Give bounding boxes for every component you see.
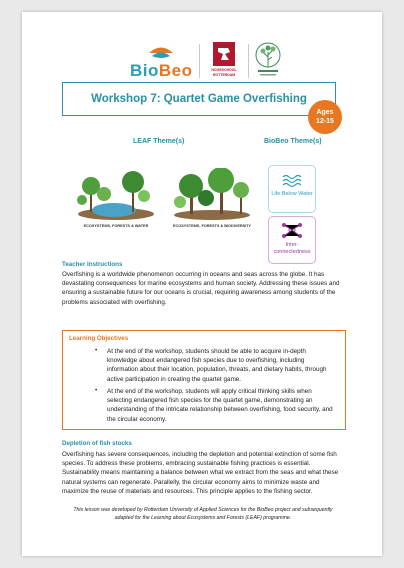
biobeo-theme-interconnectedness [268, 216, 316, 264]
learning-objectives-box [62, 330, 346, 430]
leaf-theme-forests-biodiversity [170, 168, 254, 238]
page-title: Workshop 7: Quartet Game Overfishing [91, 93, 307, 105]
biobeo-theme-label: Inter-connectedness [273, 242, 311, 255]
depletion-text: Overfishing has severe consequences, including the depletion and potential extinction of some fish species. To address these problems, embracing sustainable fishing practices is essential. Sustainability means maintaining a balance between what we extract from the seas and what these natural systems can regenerate. Parallelly, the circular economy aims to minimize waste and maximize the reuse of materials and resources. This principle applies to the fishing sector. [62, 451, 339, 495]
teacher-instructions-heading: Teacher Instructions [62, 261, 123, 268]
learning-objective-item: At the end of the workshop, students will apply critical thinking skills when selecting endangered fish species for the quartet game, demonstrating an understanding of the intricate relationship between overfishing, food security, and the circular economy. [107, 388, 333, 423]
title-box [62, 82, 336, 116]
hogeschool-logo-line-2: ROTTERDAM [212, 72, 236, 77]
hogeschool-logo-line-1: HOGESCHOOL [211, 68, 237, 72]
biobeo-themes-heading: BioBeo Theme(s) [264, 138, 322, 145]
document-page [22, 12, 382, 556]
ages-badge [308, 100, 342, 134]
bullet-icon: • [95, 387, 98, 394]
leaf-logo [252, 40, 284, 80]
forest-biodiversity-illustration-icon [170, 168, 254, 224]
footer-credit: This lesson was developed by Rotterdam University of Applied Sciences for the BioBeo project and subsequently adapted for the Learning about Ecosystems and Forests (LEAF) programme. [73, 507, 333, 521]
leaf-theme-forests-water [74, 168, 158, 238]
ages-range: 12-15 [316, 118, 334, 125]
forest-water-illustration-icon [74, 168, 158, 224]
hogeschool-emblem-icon [213, 42, 235, 66]
logo-divider [248, 44, 249, 78]
biobeo-theme-label: Life Below Water [271, 191, 313, 197]
biobeo-logo [130, 44, 194, 84]
teacher-instructions-text: Overfishing is a worldwide phenomenon occurring in oceans and seas across the globe. It has devastating consequences for marine ecosystems and human society. Addressing these issues and ensuring a sustainable future for our oceans is crucial, requiring awareness among students of the problems associated with overfishing. [62, 271, 340, 306]
network-icon [269, 217, 315, 241]
leaf-theme-caption: ECOSYSTEMS, FORESTS & BIODIVERSITY [172, 224, 252, 228]
learning-objective-item: At the end of the workshop, students should be able to acquire in-depth knowledge about endangered fish species due to overfishing, including information about their location, population, threats, and dietary habits, through active participation in creating the quartet game. [107, 348, 327, 383]
logo-divider [199, 44, 200, 78]
hogeschool-rotterdam-logo [206, 42, 242, 80]
biobeo-mark-icon [146, 44, 176, 60]
learning-objectives-heading: Learning Objectives [69, 335, 129, 342]
biobeo-logo-bio: Bio [130, 61, 159, 80]
leaf-themes-heading: LEAF Theme(s) [133, 138, 185, 145]
logo-bar [22, 38, 382, 82]
leaf-tree-icon [252, 40, 284, 80]
depletion-heading: Depletion of fish stocks [62, 440, 132, 447]
biobeo-logo-beo: Beo [158, 61, 193, 80]
bullet-icon: • [95, 347, 98, 354]
leaf-theme-caption: ECOSYSTEMS, FORESTS & WATER [83, 224, 149, 228]
ages-label: Ages [316, 109, 334, 116]
biobeo-theme-life-below-water [268, 165, 316, 213]
waves-icon [269, 166, 315, 190]
